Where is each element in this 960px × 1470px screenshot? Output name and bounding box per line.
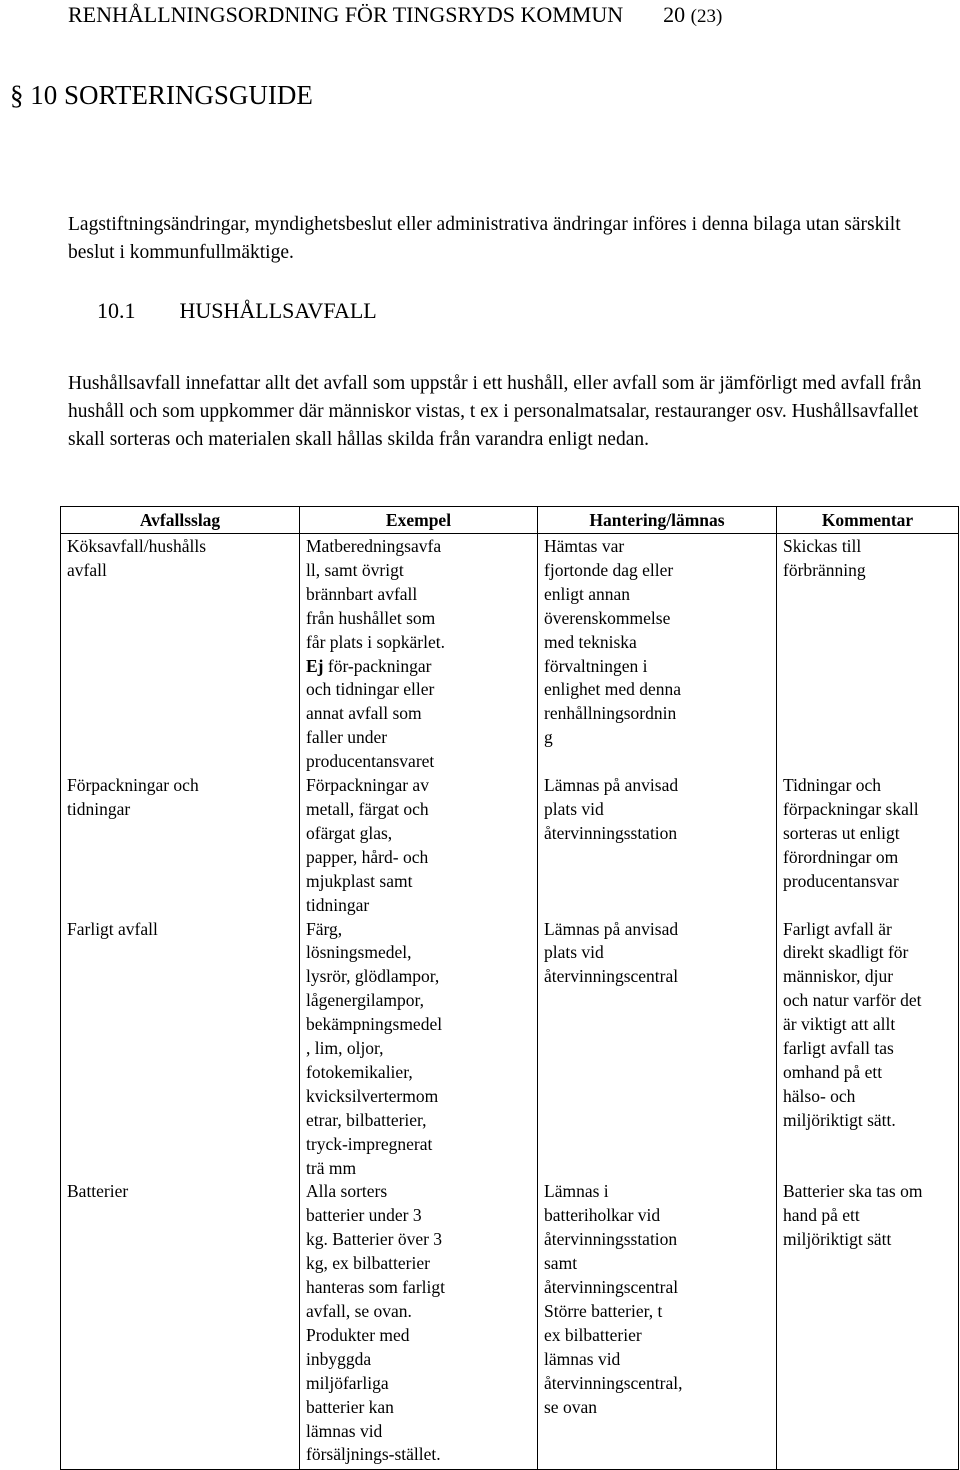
cell-line: lämnas vid (544, 1348, 621, 1369)
cell-line: tidningar (67, 798, 131, 819)
cell-line: etrar, bilbatterier, (306, 1109, 427, 1130)
cell-line: producentansvaret (306, 751, 435, 772)
cell-line: kg, ex bilbatterier (306, 1253, 430, 1274)
table-row (61, 1180, 959, 1469)
cell-line: avfall (67, 559, 107, 580)
column-header: Kommentar (777, 507, 959, 534)
table-header-row (61, 507, 959, 534)
cell-line: miljöfarliga (306, 1372, 389, 1393)
cell-line: batterier under 3 (306, 1205, 422, 1226)
cell-line: brännbart avfall (306, 583, 418, 604)
waste-type-cell (61, 1180, 300, 1469)
cell-line: och natur varför det (783, 990, 922, 1011)
cell-line: hälso- och (783, 1085, 856, 1106)
table-row (61, 774, 959, 917)
handling-cell (538, 1180, 777, 1469)
cell-line: lysrör, glödlampor, (306, 966, 440, 987)
cell-line: Förpackningar och (67, 775, 199, 796)
intro-paragraph: Lagstiftningsändringar, myndighetsbeslut eller administrativa ändringar införes i denna bilaga utan särskilt beslut i kommunfullmäktige. (68, 214, 901, 263)
column-header: Exempel (300, 507, 538, 534)
cell-line: Alla sorters (306, 1181, 388, 1202)
cell-line: från hushållet som (306, 607, 436, 628)
cell-line: omhand på ett (783, 1061, 883, 1082)
cell-line: hand på ett (783, 1205, 860, 1226)
cell-line: metall, färgat och (306, 798, 429, 819)
handling-cell (538, 774, 777, 917)
cell-line: Matberedningsavfa (306, 536, 442, 556)
cell-line: farligt avfall tas (783, 1038, 894, 1059)
cell-line: papper, hård- och (306, 846, 429, 867)
example-cell (300, 918, 538, 1181)
cell-line: Tidningar och (783, 775, 882, 796)
cell-line: trä mm (306, 1157, 357, 1178)
page-total: (23) (690, 6, 723, 27)
cell-line: Lämnas på anvisad (544, 775, 679, 796)
example-cell (300, 774, 538, 917)
cell-line: Batterier (67, 1181, 129, 1202)
cell-line: Ej för-packningar (306, 655, 432, 676)
cell-line: Större batterier, t (544, 1301, 663, 1321)
cell-line: annat avfall som (306, 703, 422, 724)
cell-line: , lim, oljor, (306, 1038, 384, 1059)
cell-line: Skickas till (783, 536, 862, 556)
table-row (61, 918, 959, 1181)
cell-line: Färg, (306, 918, 343, 939)
cell-line: ll, samt övrigt (306, 559, 404, 580)
cell-line: förordningar om (783, 846, 899, 867)
cell-line: Köksavfall/hushålls (67, 536, 207, 556)
column-header: Avfallsslag (61, 507, 300, 534)
cell-line: Farligt avfall (67, 918, 158, 939)
cell-line: förvaltningen i (544, 655, 648, 676)
cell-line: är viktigt att allt (783, 1014, 896, 1035)
cell-line: återvinningscentral (544, 1277, 679, 1298)
cell-line: Farligt avfall är (783, 918, 892, 939)
cell-line: faller under (306, 727, 388, 748)
comment-cell (777, 1180, 959, 1469)
cell-line: Förpackningar av (306, 775, 429, 796)
cell-line: sorteras ut enligt (783, 822, 900, 843)
comment-cell (777, 918, 959, 1181)
cell-line: ofärgat glas, (306, 822, 393, 843)
cell-line: människor, djur (783, 966, 894, 987)
cell-line: Batterier ska tas om (783, 1181, 923, 1202)
cell-line: renhållningsordnin (544, 703, 677, 724)
cell-line: plats vid (544, 798, 604, 819)
cell-line: avfall, se ovan. (306, 1301, 412, 1321)
cell-line: se ovan (544, 1396, 597, 1417)
comment-cell (777, 534, 959, 775)
comment-cell (777, 774, 959, 917)
cell-line: återvinningsstation (544, 822, 678, 843)
table-body (61, 534, 959, 1470)
cell-line: batterier kan (306, 1396, 394, 1417)
description-paragraph: Hushållsavfall innefattar allt det avfall som uppstår i ett hushåll, eller avfall som är jämförligt med avfall från hushåll och som uppkommer där människor vistas, t ex i personalmatsalar, restauranger osv. Hushållsavfallet skall sorteras och materialen skall hållas skilda från varandra enligt nedan. (68, 373, 922, 450)
page-header (68, 0, 722, 32)
cell-line: bekämpningsmedel (306, 1014, 443, 1035)
cell-line: med tekniska (544, 631, 637, 652)
handling-cell (538, 918, 777, 1181)
example-cell (300, 1180, 538, 1469)
cell-line: försäljnings-stället. (306, 1444, 441, 1465)
cell-line: miljöriktigt sätt. (783, 1109, 896, 1130)
cell-line: enligt annan (544, 583, 631, 604)
cell-line: Hämtas var (544, 536, 625, 556)
cell-line: förpackningar skall (783, 798, 919, 819)
table-row (61, 534, 959, 775)
cell-line: kg. Batterier över 3 (306, 1229, 443, 1250)
cell-line: enlighet med denna (544, 679, 682, 700)
cell-line: hanteras som farligt (306, 1277, 445, 1298)
cell-line: mjukplast samt (306, 870, 413, 891)
subsection-heading (97, 296, 377, 326)
cell-line: fotokemikalier, (306, 1061, 413, 1082)
subsection-number: 10.1 (97, 298, 136, 323)
waste-type-cell (61, 774, 300, 917)
sorting-table (60, 506, 959, 1470)
subsection-title: HUSHÅLLSAVFALL (179, 298, 377, 323)
waste-type-cell (61, 534, 300, 775)
section-title: § 10 SORTERINGSGUIDE (10, 80, 313, 110)
cell-line: kvicksilvertermom (306, 1085, 439, 1106)
cell-line: och tidningar eller (306, 679, 435, 700)
cell-line: Lämnas i (544, 1181, 609, 1202)
cell-line: g (544, 727, 553, 748)
header-title: RENHÅLLNINGSORDNING FÖR TINGSRYDS KOMMUN (68, 2, 624, 27)
cell-line: miljöriktigt sätt (783, 1229, 892, 1250)
cell-line: överenskommelse (544, 607, 671, 628)
handling-cell (538, 534, 777, 775)
cell-line: återvinningscentral, (544, 1372, 683, 1393)
cell-line: inbyggda (306, 1348, 372, 1369)
cell-line: tidningar (306, 894, 370, 915)
cell-line: förbränning (783, 559, 866, 580)
cell-line: plats vid (544, 942, 604, 963)
column-header: Hantering/lämnas (538, 507, 777, 534)
bold-lead-word: Ej (306, 655, 324, 676)
cell-line: lösningsmedel, (306, 942, 412, 963)
cell-line: återvinningscentral (544, 966, 679, 987)
example-cell (300, 534, 538, 775)
cell-line: fjortonde dag eller (544, 559, 674, 580)
cell-line: direkt skadligt för (783, 942, 909, 963)
cell-line: lågenergilampor, (306, 990, 425, 1011)
cell-line: ex bilbatterier (544, 1324, 642, 1345)
cell-line: tryck-impregnerat (306, 1133, 433, 1154)
cell-line: producentansvar (783, 870, 899, 891)
cell-line: samt (544, 1253, 578, 1274)
cell-line: batteriholkar vid (544, 1205, 661, 1226)
cell-line: lämnas vid (306, 1420, 383, 1441)
cell-line: Lämnas på anvisad (544, 918, 679, 939)
waste-type-cell (61, 918, 300, 1181)
cell-line: Produkter med (306, 1324, 410, 1345)
cell-line: får plats i sopkärlet. (306, 631, 445, 652)
cell-line: återvinningsstation (544, 1229, 678, 1250)
page-number: 20 (663, 2, 686, 27)
